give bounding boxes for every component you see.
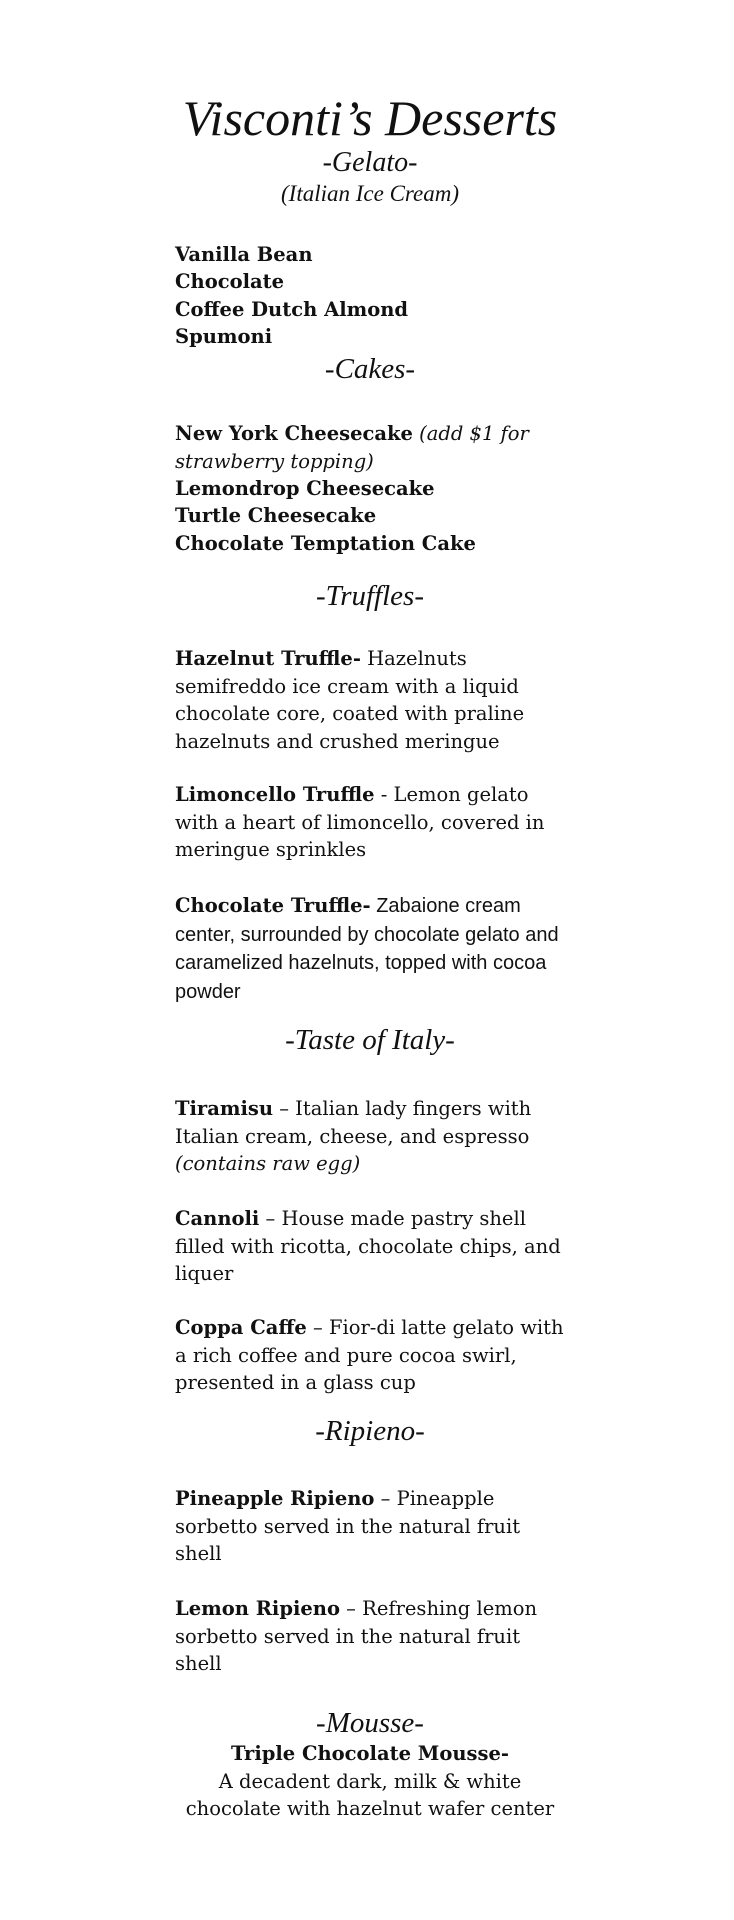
item-name: Spumoni	[175, 325, 273, 348]
item-note: (add $1 for strawberry topping)	[175, 422, 529, 473]
item-name: Coffee Dutch Almond	[175, 298, 409, 321]
section-heading-truffles: -Truffles-	[316, 580, 424, 612]
cake-item-turtle-cheesecake	[175, 502, 570, 530]
section-heading-cakes: -Cakes-	[324, 353, 416, 385]
gelato-item-coffee-dutch-almond	[175, 296, 570, 324]
ripieno-item-pineapple	[175, 1485, 570, 1568]
truffle-item-limoncello	[175, 781, 570, 864]
item-description: – House made pastry shell filled with ricotta, chocolate chips, and liquer	[175, 1207, 561, 1285]
item-description: – Italian lady fingers with Italian cream, cheese, and espresso	[175, 1097, 532, 1148]
item-name: Limoncello Truffle	[175, 783, 375, 806]
item-description: Hazelnuts semifreddo ice cream with a liquid chocolate core, coated with praline hazelnuts and crushed meringue	[175, 647, 525, 753]
item-description: – Pineapple sorbetto served in the natural fruit shell	[175, 1487, 521, 1565]
section-heading-taste-of-italy: -Taste of Italy-	[285, 1024, 455, 1056]
item-description: Zabaione cream center, surrounded by chocolate gelato and caramelized hazelnuts, topped with cocoa powder	[175, 895, 559, 1003]
truffle-item-chocolate	[175, 892, 570, 1006]
section-subheading-gelato: (Italian Ice Cream)	[281, 181, 459, 206]
italy-item-tiramisu	[175, 1095, 570, 1178]
item-name: Tiramisu	[175, 1097, 274, 1120]
section-heading-ripieno: -Ripieno-	[315, 1415, 425, 1447]
item-description: A decadent dark, milk & white chocolate with hazelnut wafer center	[185, 1769, 555, 1820]
ripieno-item-lemon	[175, 1595, 570, 1678]
section-heading-mousse: -Mousse-	[316, 1707, 424, 1739]
truffle-item-hazelnut	[175, 645, 570, 755]
item-name: Lemon Ripieno	[175, 1597, 340, 1620]
gelato-item-spumoni	[175, 323, 570, 351]
item-description: – Fior-di latte gelato with a rich coffee and pure cocoa swirl, presented in a glass cup	[175, 1316, 564, 1394]
item-name: Vanilla Bean	[175, 243, 313, 266]
section-heading-gelato: -Gelato-	[322, 147, 418, 178]
menu-title: Visconti’s Desserts	[182, 90, 558, 146]
item-name: Chocolate	[175, 270, 285, 293]
item-name: Cannoli	[175, 1207, 260, 1230]
item-description: – Refreshing lemon sorbetto served in the natural fruit shell	[175, 1597, 538, 1675]
item-name: Lemondrop Cheesecake	[175, 477, 435, 500]
gelato-item-vanilla	[175, 241, 570, 269]
cake-item-lemondrop-cheesecake	[175, 475, 570, 503]
item-name: New York Cheesecake	[175, 422, 413, 445]
italy-item-cannoli	[175, 1205, 570, 1288]
item-name: Hazelnut Truffle-	[175, 647, 361, 670]
item-note: (contains raw egg)	[175, 1152, 361, 1175]
item-name: Chocolate Truffle-	[175, 894, 371, 917]
item-name: Chocolate Temptation Cake	[175, 532, 476, 555]
item-name: Turtle Cheesecake	[175, 504, 377, 527]
cake-item-chocolate-temptation	[175, 530, 570, 558]
cake-item-new-york-cheesecake	[175, 420, 570, 475]
italy-item-coppa-caffe	[175, 1314, 570, 1397]
item-name: Triple Chocolate Mousse-	[230, 1742, 510, 1765]
gelato-item-chocolate	[175, 268, 570, 296]
item-name: Pineapple Ripieno	[175, 1487, 375, 1510]
mousse-item-triple-chocolate	[175, 1740, 565, 1823]
item-name: Coppa Caffe	[175, 1316, 307, 1339]
item-description: - Lemon gelato with a heart of limoncello, covered in meringue sprinkles	[175, 783, 545, 861]
